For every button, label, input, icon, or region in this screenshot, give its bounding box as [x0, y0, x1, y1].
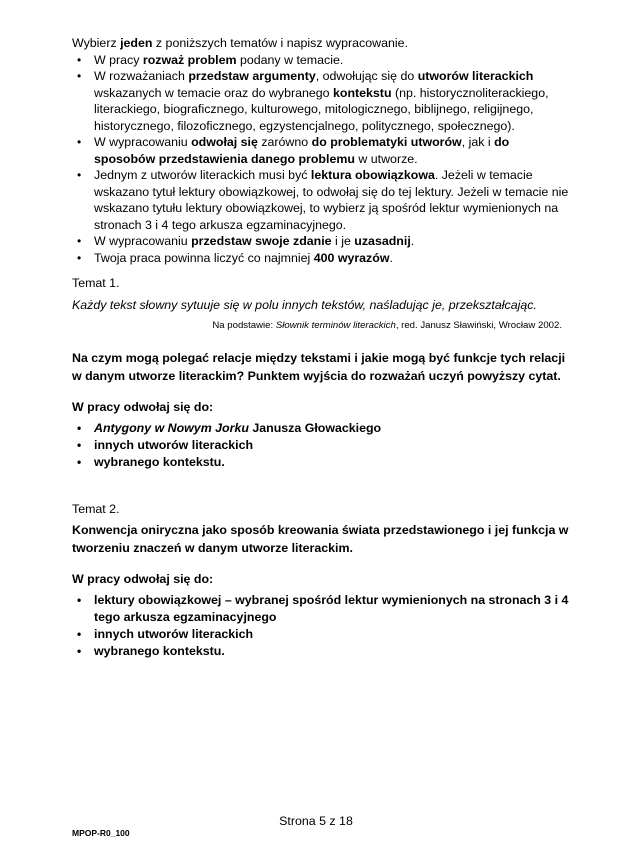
temat1-refs-list [72, 420, 572, 471]
instructions-lead: Wybierz jeden z poniższych tematów i napisz wypracowanie. [72, 36, 408, 50]
instruction-item: • W pracy rozważ problem podany w temacie. [72, 52, 572, 69]
exam-code: MPOP-R0_100 [72, 828, 130, 838]
instruction-item: • W wypracowaniu przedstaw swoje zdanie i je uzasadnij. [72, 233, 572, 250]
ref-item: • wybranego kontekstu. [72, 454, 572, 471]
temat1-quote: Każdy tekst słowny sytuuje się w polu innych tekstów, naśladując je, przekształcając. [72, 298, 537, 312]
temat2-task: Konwencja oniryczna jako sposób kreowania świata przedstawionego i jej funkcja w tworzeniu znaczeń w danym utworze literackim. [72, 523, 569, 555]
temat1-label: Temat 1. [72, 276, 120, 290]
instruction-item: • W rozważaniach przedstaw argumenty, odwołując się do utworów literackich wskazanych w temacie oraz do wybranego kontekstu (np. historycznoliterackiego, literackiego, biograficznego, kulturowego, mitologicznego, biblijnego, religijnego, historycznego, filozoficznego, egzystencjalnego, politycznego, społecznego). [72, 68, 572, 134]
ref-item: • innych utworów literackich [72, 437, 572, 454]
temat2-refs-list [72, 592, 572, 660]
temat2-label: Temat 2. [72, 502, 120, 516]
temat1-source: Na podstawie: Słownik terminów literackich, red. Janusz Sławiński, Wrocław 2002. [212, 320, 562, 331]
temat1-refs-title: W pracy odwołaj się do: [72, 400, 214, 414]
ref-item: • lektury obowiązkowej – wybranej spośród lektur wymienionych na stronach 3 i 4 tego arkusza egzaminacyjnego [72, 592, 572, 626]
instruction-item: • Twoja praca powinna liczyć co najmniej 400 wyrazów. [72, 250, 572, 267]
ref-item: • innych utworów literackich [72, 626, 572, 643]
instructions-list [72, 52, 572, 267]
instruction-item: • W wypracowaniu odwołaj się zarówno do problematyki utworów, jak i do sposobów przedstawienia danego problemu w utworze. [72, 134, 572, 167]
ref-item: • Antygony w Nowym Jorku Janusza Głowackiego [72, 420, 572, 437]
page-number: Strona 5 z 18 [279, 814, 353, 828]
ref-item: • wybranego kontekstu. [72, 643, 572, 660]
instruction-item: • Jednym z utworów literackich musi być lektura obowiązkowa. Jeżeli w temacie wskazano tytuł lektury obowiązkowej, to odwołaj się do tej lektury. Jeżeli w temacie nie wskazano tytułu lektury obowiązkowej, to wybierz ją spośród lektur wymienionych na stronach 3 i 4 tego arkusza egzaminacyjnego. [72, 167, 572, 233]
temat2-refs-title: W pracy odwołaj się do: [72, 572, 214, 586]
instructions [72, 35, 572, 266]
temat1-task: Na czym mogą polegać relacje między tekstami i jakie mogą być funkcje tych relacji w danym utworze literackim? Punktem wyjścia do rozważań uczyń powyższy cytat. [72, 351, 566, 383]
